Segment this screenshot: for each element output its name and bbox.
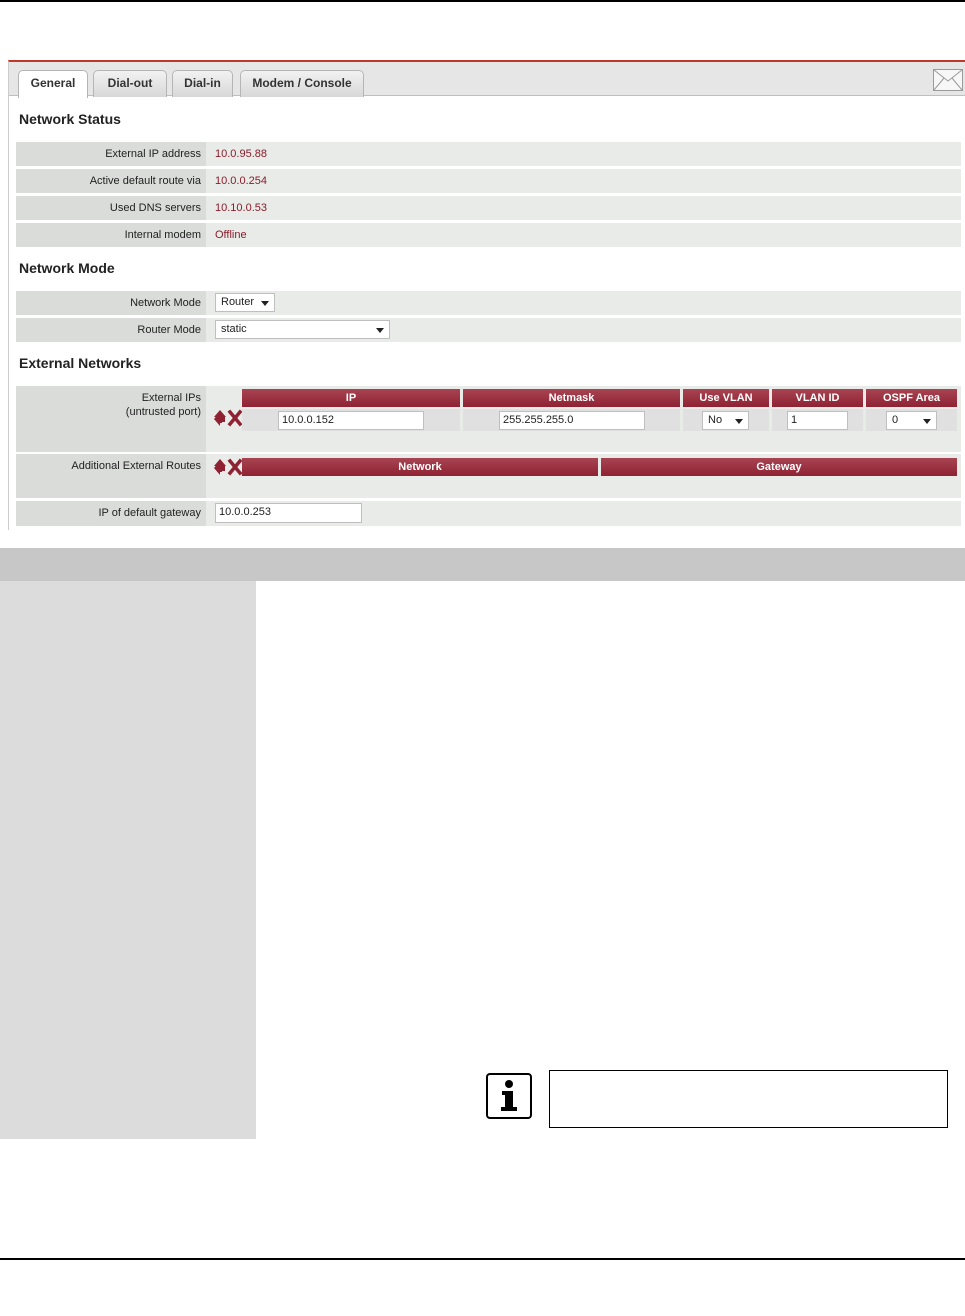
insert-row-icon[interactable] [214, 410, 226, 426]
status-row [16, 196, 961, 220]
default-gateway-label: IP of default gateway [16, 501, 206, 526]
col-header-use-vlan: Use VLAN [683, 389, 769, 407]
settings-panel [8, 60, 965, 530]
netmask-input[interactable]: 255.255.255.0 [499, 411, 645, 430]
row-value: 10.0.95.88 [215, 148, 267, 160]
external-ips-row [16, 386, 961, 452]
col-header-netmask: Netmask [463, 389, 680, 407]
row-value: 10.10.0.53 [215, 202, 267, 214]
external-ips-sublabel: (untrusted port) [125, 406, 201, 418]
network-mode-row [16, 291, 961, 315]
use-vlan-select[interactable] [702, 411, 749, 430]
router-mode-label: Router Mode [16, 318, 206, 342]
tab-dial-in[interactable]: Dial-in [172, 70, 233, 97]
tab-modem-console[interactable]: Modem / Console [240, 70, 364, 97]
router-mode-value: static [221, 323, 247, 335]
col-header-ip: IP [242, 389, 460, 407]
router-mode-select[interactable] [215, 320, 390, 339]
info-icon [486, 1073, 532, 1119]
route-insert-delete-icons [211, 458, 243, 476]
col-header-ospf-area: OSPF Area [866, 389, 957, 407]
chevron-down-icon [261, 301, 269, 306]
tab-bar [9, 62, 965, 96]
tab-general[interactable]: General [18, 70, 88, 98]
status-row [16, 223, 961, 247]
additional-routes-row [16, 454, 961, 498]
chevron-down-icon [923, 419, 931, 424]
top-rule [0, 0, 965, 2]
network-mode-value: Router [221, 296, 255, 308]
row-label: Used DNS servers [16, 196, 206, 220]
section-title-network-mode: Network Mode [19, 260, 115, 276]
mail-icon[interactable] [933, 69, 963, 91]
insert-delete-icons [211, 409, 243, 427]
row-label: Active default route via [16, 169, 206, 193]
left-column-shading [0, 581, 256, 1139]
section-title-network-status: Network Status [19, 111, 121, 127]
delete-row-icon[interactable] [230, 412, 240, 424]
bottom-rule [0, 1258, 965, 1260]
chevron-down-icon [735, 419, 743, 424]
network-mode-select[interactable] [215, 293, 275, 312]
row-value: 10.0.0.254 [215, 175, 267, 187]
section-title-external-networks: External Networks [19, 355, 142, 371]
network-mode-label: Network Mode [16, 291, 206, 315]
col-header-network: Network [242, 458, 598, 476]
status-row [16, 142, 961, 166]
additional-routes-label: Additional External Routes [16, 454, 206, 498]
vlan-id-input[interactable]: 1 [787, 411, 848, 430]
ip-input[interactable]: 10.0.0.152 [278, 411, 424, 430]
row-label: External IP address [16, 142, 206, 166]
ospf-area-select[interactable] [886, 411, 937, 430]
status-row [16, 169, 961, 193]
external-ips-label: External IPs [141, 392, 201, 404]
chevron-down-icon [376, 328, 384, 333]
col-header-vlan-id: VLAN ID [772, 389, 863, 407]
router-mode-row [16, 318, 961, 342]
row-value: Offline [215, 229, 247, 241]
row-label: Internal modem [16, 223, 206, 247]
default-gateway-input[interactable]: 10.0.0.253 [215, 503, 362, 523]
use-vlan-value: No [708, 414, 723, 426]
note-box [549, 1070, 948, 1128]
external-ips-label-box [16, 386, 206, 452]
insert-row-icon[interactable] [214, 459, 226, 475]
delete-row-icon[interactable] [230, 461, 240, 473]
col-header-gateway: Gateway [601, 458, 957, 476]
tab-dial-out[interactable]: Dial-out [93, 70, 167, 97]
table-header-bar [0, 548, 965, 581]
ospf-area-value: 0 [892, 414, 899, 426]
default-gateway-row [16, 501, 961, 526]
